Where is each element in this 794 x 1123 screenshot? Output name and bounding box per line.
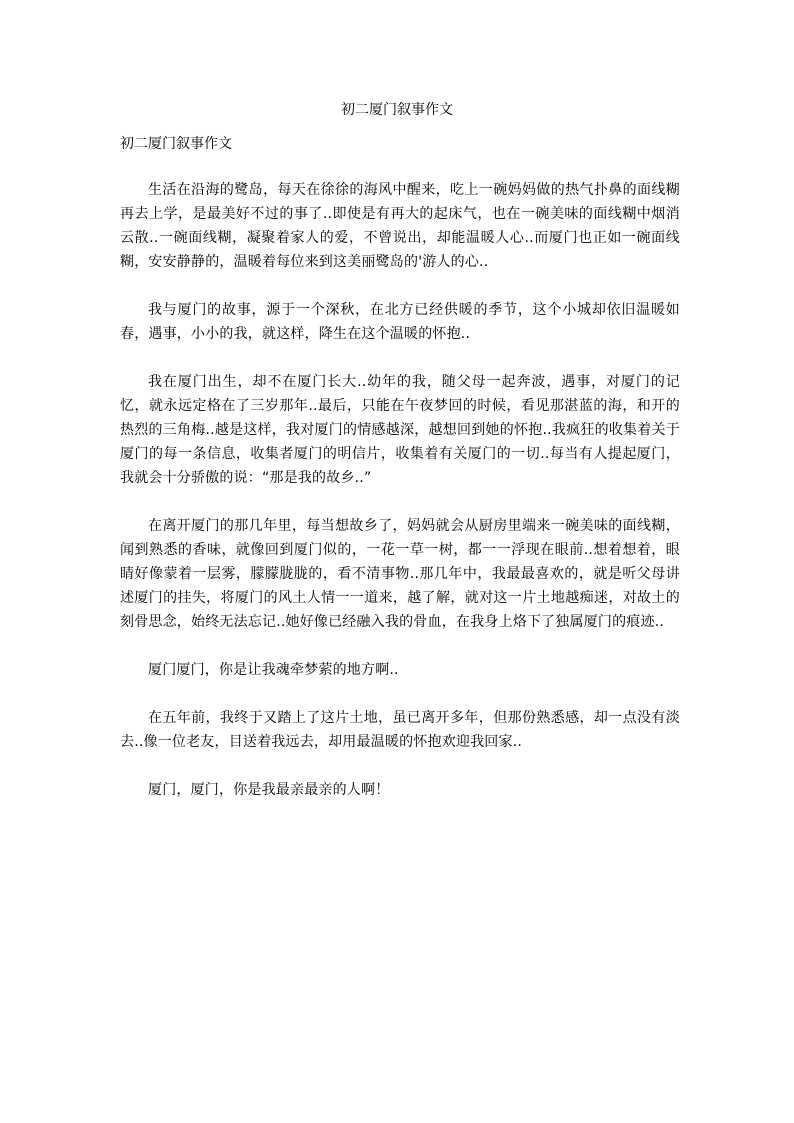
- paragraph-5: 厦门厦门，你是让我魂牵梦萦的地方啊..: [148, 662, 399, 678]
- paragraph-6: 在五年前，我终于又踏上了这片土地，虽已离开多年，但那份熟悉感，却一点没有淡去..像一位老友，目送着我远去，却用最温暖的怀抱欢迎我回家..: [120, 710, 680, 750]
- document-heading: 初二厦门叙事作文: [120, 136, 232, 152]
- document-title: 初二厦门叙事作文: [341, 102, 453, 118]
- essay-body: [120, 178, 680, 826]
- paragraph-7: 厦门，厦门，你是我最亲最亲的人啊！: [148, 782, 390, 798]
- paragraph-2: 我与厦门的故事，源于一个深秋，在北方已经供暖的季节，这个小城却依旧温暖如春，遇事，小小的我，就这样，降生在这个温暖的怀抱..: [120, 302, 680, 342]
- paragraph-1: 生活在沿海的鹭岛，每天在徐徐的海风中醒来，吃上一碗妈妈做的热气扑鼻的面线糊再去上学，是最美好不过的事了..即使是有再大的起床气，也在一碗美味的面线糊中烟消云散..一碗面线糊，凝聚着家人的爱，不曾说出，却能温暖人心..而厦门也正如一碗面线糊，安安静静的，温暖着每位来到这美丽鹭岛的'游人的心..: [120, 182, 680, 270]
- paragraph-4: 在离开厦门的那几年里，每当想故乡了，妈妈就会从厨房里端来一碗美味的面线糊，闻到熟悉的香味，就像回到厦门似的，一花一草一树，都一一浮现在眼前..想着想着，眼睛好像蒙着一层雾，朦朦胧胧的，看不清事物..那几年中，我最最喜欢的，就是听父母讲述厦门的挂失，将厦门的风土人情一一道来，越了解，就对这一片土地越痴迷，对故土的刻骨思念，始终无法忘记..她好像已经融入我的骨血，在我身上烙下了独属厦门的痕迹..: [120, 518, 680, 630]
- paragraph-3: 我在厦门出生，却不在厦门长大..幼年的我，随父母一起奔波，遇事，对厦门的记忆，就永远定格在了三岁那年..最后，只能在午夜梦回的时候，看见那湛蓝的海，和开的热烈的三角梅..越是这样，我对厦门的情感越深，越想回到她的怀抱..我疯狂的收集着关于厦门的每一条信息，收集者厦门的明信片，收集着有关厦门的一切..每当有人提起厦门，我就会十分骄傲的说：“那是我的故乡..”: [120, 374, 680, 486]
